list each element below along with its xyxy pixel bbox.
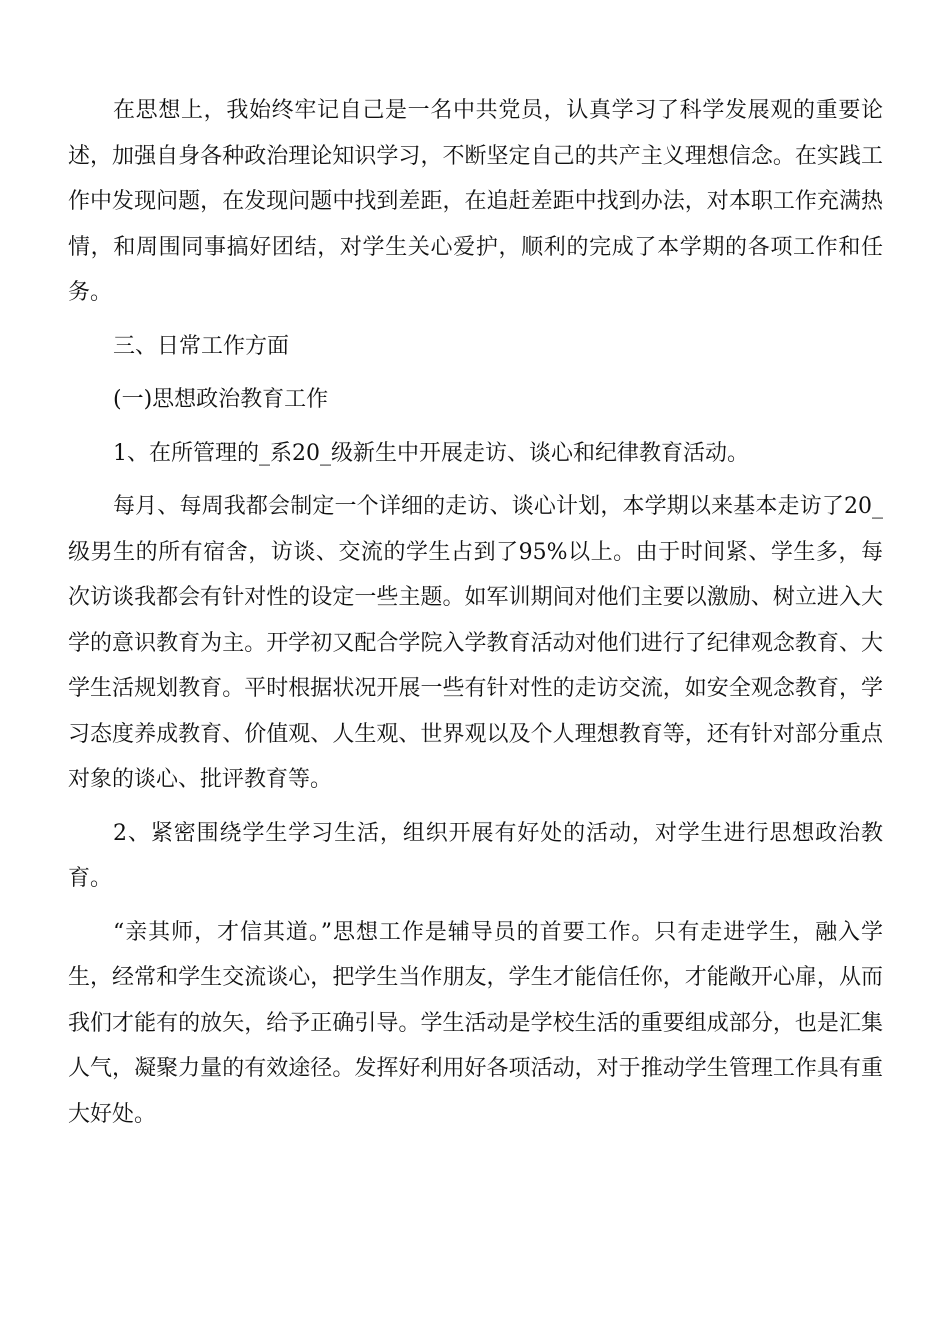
- paragraph-visits: 每月、每周我都会制定一个详细的走访、谈心计划，本学期以来基本走访了20_级男生的所有宿舍，访谈、交流的学生占到了95%以上。由于时间紧、学生多，每次访谈我都会有针对性的设定一些主题。如军训期间对他们主要以激励、树立进入大学的意识教育为主。开学初又配合学院入学教育活动对他们进行了纪律观念教育、大学生活规划教育。平时根据状况开展一些有针对性的走访交流，如安全观念教育，学习态度养成教育、价值观、人生观、世界观以及个人理想教育等，还有针对部分重点对象的谈心、批评教育等。: [68, 494, 883, 792]
- item-heading-visits: 1、在所管理的_系20_级新生中开展走访、谈心和纪律教育活动。: [113, 440, 749, 466]
- document-page: [68, 88, 883, 1145]
- section-heading-daily-work: 三、日常工作方面: [113, 333, 290, 359]
- paragraph-thought: 在思想上，我始终牢记自己是一名中共党员，认真学习了科学发展观的重要论述，加强自身各种政治理论知识学习，不断坚定自己的共产主义理想信念。在实践工作中发现问题，在发现问题中找到差距，在追赶差距中找到办法，对本职工作充满热情，和周围同事搞好团结，对学生关心爱护，顺利的完成了本学期的各项工作和任务。: [68, 98, 883, 305]
- paragraph-activities: “亲其师，才信其道。”思想工作是辅导员的首要工作。只有走进学生，融入学生，经常和学生交流谈心，把学生当作朋友，学生才能信任你，才能敞开心扉，从而我们才能有的放矢，给予正确引导。学生活动是学校生活的重要组成部分，也是汇集人气，凝聚力量的有效途径。发挥好利用好各项活动，对于推动学生管理工作具有重大好处。: [68, 919, 883, 1127]
- item-heading-activities: 2、紧密围绕学生学习生活，组织开展有好处的活动，对学生进行思想政治教育。: [68, 820, 883, 891]
- subsection-heading-political-education: (一)思想政治教育工作: [113, 387, 329, 412]
